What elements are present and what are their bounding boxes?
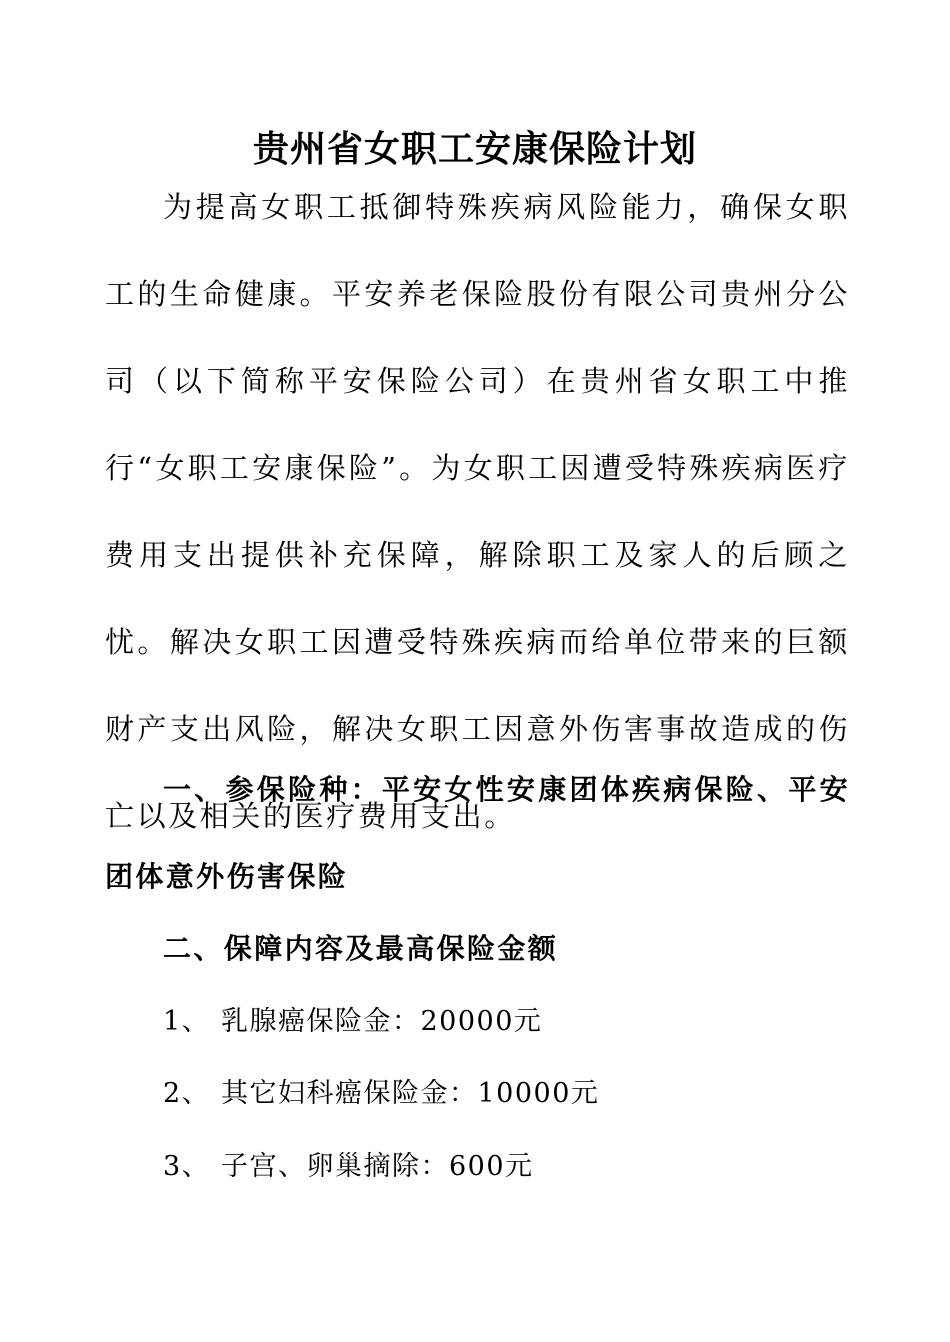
coverage-item	[163, 1147, 534, 1187]
section-heading-coverage: 二、保障内容及最高保险金额	[163, 932, 559, 965]
coverage-item-text: 乳腺癌保险金：20000元	[221, 1006, 543, 1037]
coverage-item-number: 1、	[163, 1006, 211, 1037]
coverage-item-number: 3、	[163, 1151, 211, 1182]
coverage-item	[163, 1002, 542, 1042]
document-title: 贵州省女职工安康保险计划	[252, 129, 697, 170]
coverage-item-number: 2、	[163, 1078, 211, 1109]
intro-paragraph: 为提高女职工抵御特殊疾病风险能力，确保女职工的生命健康。平安养老保险股份有限公司贵州分公司（以下简称平安保险公司）在贵州省女职工中推行“女职工安康保险”。为女职工因遭受特殊疾病医疗费用支出提供补充保障，解除职工及家人的后顾之忧。解决女职工因遭受特殊疾病而给单位带来的巨额财产支出风险，解决女职工因意外伤害事故造成的伤亡以及相关的医疗费用支出。	[105, 190, 850, 833]
coverage-item-text: 其它妇科癌保险金：10000元	[221, 1078, 600, 1109]
coverage-item-text: 子宫、卵巢摘除：600元	[221, 1151, 534, 1182]
section-heading-insurance-types: 一、参保险种：平安女性安康团体疾病保险、平安团体意外伤害保险	[105, 773, 850, 893]
coverage-item	[163, 1074, 599, 1114]
